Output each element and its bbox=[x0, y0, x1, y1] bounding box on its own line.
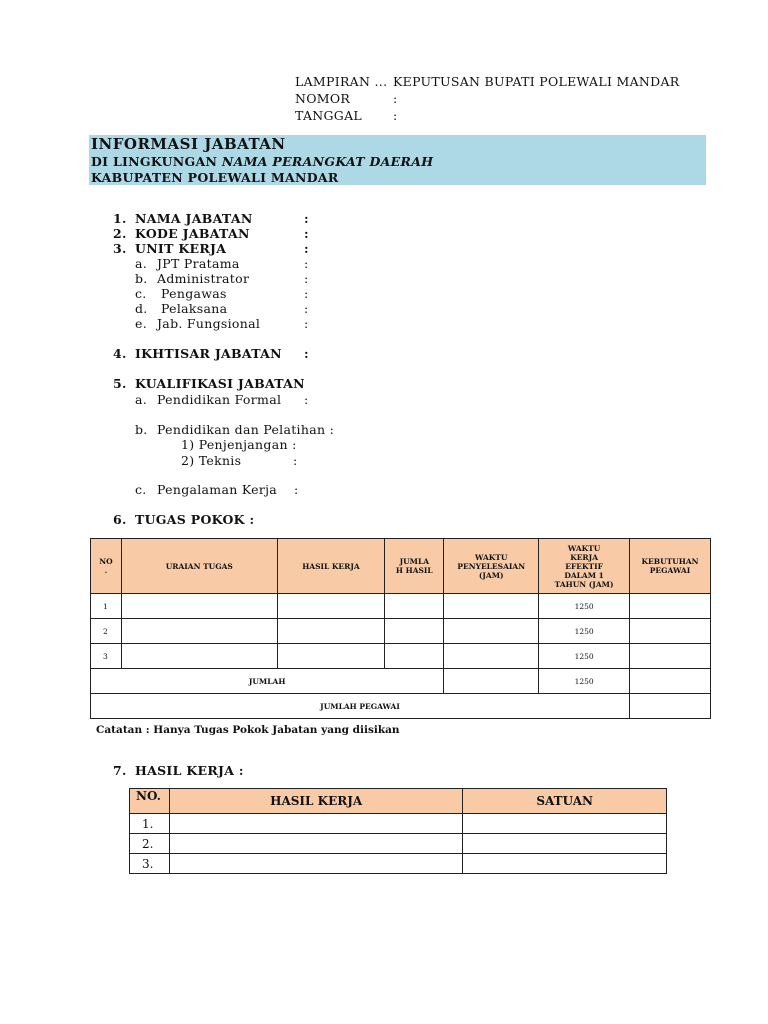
col-header-hasil-kerja: HASIL KERJA bbox=[169, 789, 462, 814]
item-hasil-kerja bbox=[113, 763, 333, 778]
subitem-label: Jab. Fungsional bbox=[157, 316, 261, 331]
hasil-kerja-cell[interactable] bbox=[169, 834, 462, 854]
item-label: KUALIFIKASI JABATAN bbox=[135, 376, 305, 391]
item-label: HASIL KERJA : bbox=[135, 763, 244, 778]
row-number: 2. bbox=[130, 834, 170, 854]
item-colon: : bbox=[304, 226, 309, 241]
item-number: 2. bbox=[113, 226, 127, 241]
uraian-tugas-cell[interactable] bbox=[121, 594, 277, 619]
col-header-hasil-kerja: HASIL KERJA bbox=[277, 539, 385, 594]
item-ikhtisar-jabatan bbox=[113, 346, 333, 361]
title-banner bbox=[89, 135, 706, 185]
kebutuhan-pegawai-cell[interactable] bbox=[630, 644, 711, 669]
subitem-teknis bbox=[181, 453, 321, 468]
waktu-efektif-cell: 1250 bbox=[539, 644, 630, 669]
item-label: KODE JABATAN bbox=[135, 226, 250, 241]
kebutuhan-pegawai-cell[interactable] bbox=[630, 619, 711, 644]
row-number: 1. bbox=[130, 814, 170, 834]
col-header-no: NO . bbox=[91, 539, 122, 594]
item-number: 4. bbox=[113, 346, 127, 361]
item-tugas-pokok bbox=[113, 512, 333, 527]
col-header-kebutuhan-pegawai: KEBUTUHAN PEGAWAI bbox=[630, 539, 711, 594]
item-number: 5. bbox=[113, 376, 127, 391]
jumlah-row bbox=[91, 669, 711, 694]
item-label: IKHTISAR JABATAN bbox=[135, 346, 282, 361]
row-number: 2 bbox=[91, 619, 122, 644]
col-header-satuan: SATUAN bbox=[463, 789, 667, 814]
subitem-pelaksana bbox=[135, 301, 335, 316]
note-text: Catatan : Hanya Tugas Pokok Jabatan yang diisikan bbox=[96, 724, 400, 736]
subitem-letter: b. bbox=[135, 271, 148, 286]
jumlah-pegawai-label: JUMLAH PEGAWAI bbox=[91, 694, 630, 719]
table-row bbox=[130, 814, 667, 834]
subitem-jpt-pratama bbox=[135, 256, 335, 271]
table-header-row bbox=[130, 789, 667, 814]
table-row bbox=[91, 619, 711, 644]
kebutuhan-pegawai-cell[interactable] bbox=[630, 594, 711, 619]
subitem-pendidikan-pelatihan bbox=[135, 422, 365, 437]
item-label: UNIT KERJA bbox=[135, 241, 227, 256]
table-header-row bbox=[91, 539, 711, 594]
subitem-letter: d. bbox=[135, 301, 148, 316]
subitem-pengawas bbox=[135, 286, 335, 301]
subitem-letter: a. bbox=[135, 256, 148, 271]
waktu-penyelesaian-cell[interactable] bbox=[444, 594, 539, 619]
hasil-kerja-cell[interactable] bbox=[169, 814, 462, 834]
col-header-no: NO. bbox=[130, 789, 170, 814]
tugas-pokok-table bbox=[90, 538, 711, 719]
jumlah-waktu-efektif: 1250 bbox=[539, 669, 630, 694]
item-colon: : bbox=[294, 482, 299, 497]
subitem-label: Pengawas bbox=[161, 286, 227, 301]
col-header-waktu-kerja-efektif: WAKTU KERJA EFEKTIF DALAM 1 TAHUN (JAM) bbox=[539, 539, 630, 594]
subitem-label: 1) Penjenjangan : bbox=[181, 437, 297, 452]
lampiran-header bbox=[295, 74, 680, 125]
subitem-label: Pelaksana bbox=[161, 301, 228, 316]
table-row bbox=[91, 594, 711, 619]
subitem-label: Pendidikan dan Pelatihan : bbox=[157, 422, 335, 437]
row-number: 3. bbox=[130, 854, 170, 874]
item-colon: : bbox=[304, 286, 309, 301]
jumlah-hasil-cell[interactable] bbox=[385, 619, 444, 644]
table-row bbox=[130, 854, 667, 874]
uraian-tugas-cell[interactable] bbox=[121, 644, 277, 669]
tanggal-value: : bbox=[393, 108, 398, 123]
subitem-letter: e. bbox=[135, 316, 147, 331]
row-number: 3 bbox=[91, 644, 122, 669]
item-colon: : bbox=[304, 301, 309, 316]
subitem-administrator bbox=[135, 271, 335, 286]
subitem-label: 2) Teknis bbox=[181, 453, 242, 468]
item-label: TUGAS POKOK : bbox=[135, 512, 255, 527]
banner-unit-name: NAMA PERANGKAT DAERAH bbox=[221, 154, 434, 169]
subitem-label: JPT Pratama bbox=[157, 256, 240, 271]
jumlah-pegawai-row bbox=[91, 694, 711, 719]
nomor-value: : bbox=[393, 91, 398, 106]
uraian-tugas-cell[interactable] bbox=[121, 619, 277, 644]
hasil-kerja-cell[interactable] bbox=[277, 594, 385, 619]
satuan-cell[interactable] bbox=[463, 834, 667, 854]
subitem-letter: c. bbox=[135, 482, 147, 497]
jumlah-hasil-cell[interactable] bbox=[385, 644, 444, 669]
subitem-pendidikan-formal bbox=[135, 392, 335, 407]
item-label: NAMA JABATAN bbox=[135, 211, 253, 226]
item-colon: : bbox=[304, 211, 309, 226]
lampiran-value: KEPUTUSAN BUPATI POLEWALI MANDAR bbox=[393, 74, 680, 89]
subitem-label: Administrator bbox=[157, 271, 250, 286]
jumlah-label: JUMLAH bbox=[91, 669, 444, 694]
table-row bbox=[130, 834, 667, 854]
banner-subtitle bbox=[91, 154, 433, 169]
hasil-kerja-table bbox=[129, 788, 667, 874]
banner-regency: KABUPATEN POLEWALI MANDAR bbox=[91, 170, 339, 185]
item-colon: : bbox=[293, 453, 298, 468]
col-header-waktu-penyelesaian: WAKTU PENYELESAIAN (JAM) bbox=[444, 539, 539, 594]
row-number: 1 bbox=[91, 594, 122, 619]
item-colon: : bbox=[304, 346, 309, 361]
satuan-cell[interactable] bbox=[463, 814, 667, 834]
item-number: 7. bbox=[113, 763, 127, 778]
item-colon: : bbox=[304, 256, 309, 271]
waktu-efektif-cell: 1250 bbox=[539, 619, 630, 644]
nomor-label: NOMOR bbox=[295, 91, 351, 106]
waktu-penyelesaian-cell[interactable] bbox=[444, 644, 539, 669]
item-kualifikasi-jabatan bbox=[113, 376, 333, 391]
jumlah-waktu-penyelesaian-cell[interactable] bbox=[444, 669, 539, 694]
col-header-jumlah-hasil: JUMLA H HASIL bbox=[385, 539, 444, 594]
document-title: INFORMASI JABATAN bbox=[91, 135, 286, 153]
subitem-letter: a. bbox=[135, 392, 148, 407]
banner-prefix: DI LINGKUNGAN bbox=[91, 154, 218, 169]
item-colon: : bbox=[304, 241, 309, 256]
satuan-cell[interactable] bbox=[463, 854, 667, 874]
jumlah-kebutuhan-cell[interactable] bbox=[630, 669, 711, 694]
hasil-kerja-cell[interactable] bbox=[277, 644, 385, 669]
item-number: 6. bbox=[113, 512, 127, 527]
item-colon: : bbox=[304, 271, 309, 286]
tanggal-label: TANGGAL bbox=[295, 108, 363, 123]
jumlah-pegawai-cell[interactable] bbox=[630, 694, 711, 719]
subitem-letter: b. bbox=[135, 422, 148, 437]
subitem-letter: c. bbox=[135, 286, 147, 301]
waktu-penyelesaian-cell[interactable] bbox=[444, 619, 539, 644]
item-unit-kerja bbox=[113, 241, 333, 256]
subitem-label: Pendidikan Formal bbox=[157, 392, 282, 407]
subitem-label: Pengalaman Kerja bbox=[157, 482, 278, 497]
item-number: 1. bbox=[113, 211, 127, 226]
jumlah-hasil-cell[interactable] bbox=[385, 594, 444, 619]
item-colon: : bbox=[304, 316, 309, 331]
item-nama-jabatan bbox=[113, 211, 333, 226]
lampiran-label: LAMPIRAN ... bbox=[295, 74, 388, 89]
hasil-kerja-cell[interactable] bbox=[277, 619, 385, 644]
hasil-kerja-cell[interactable] bbox=[169, 854, 462, 874]
col-header-uraian-tugas: URAIAN TUGAS bbox=[121, 539, 277, 594]
waktu-efektif-cell: 1250 bbox=[539, 594, 630, 619]
table-row bbox=[91, 644, 711, 669]
subitem-pengalaman-kerja bbox=[135, 482, 335, 497]
item-colon: : bbox=[304, 392, 309, 407]
subitem-jab-fungsional bbox=[135, 316, 335, 331]
item-number: 3. bbox=[113, 241, 127, 256]
subitem-penjenjangan bbox=[181, 437, 321, 452]
item-kode-jabatan bbox=[113, 226, 333, 241]
